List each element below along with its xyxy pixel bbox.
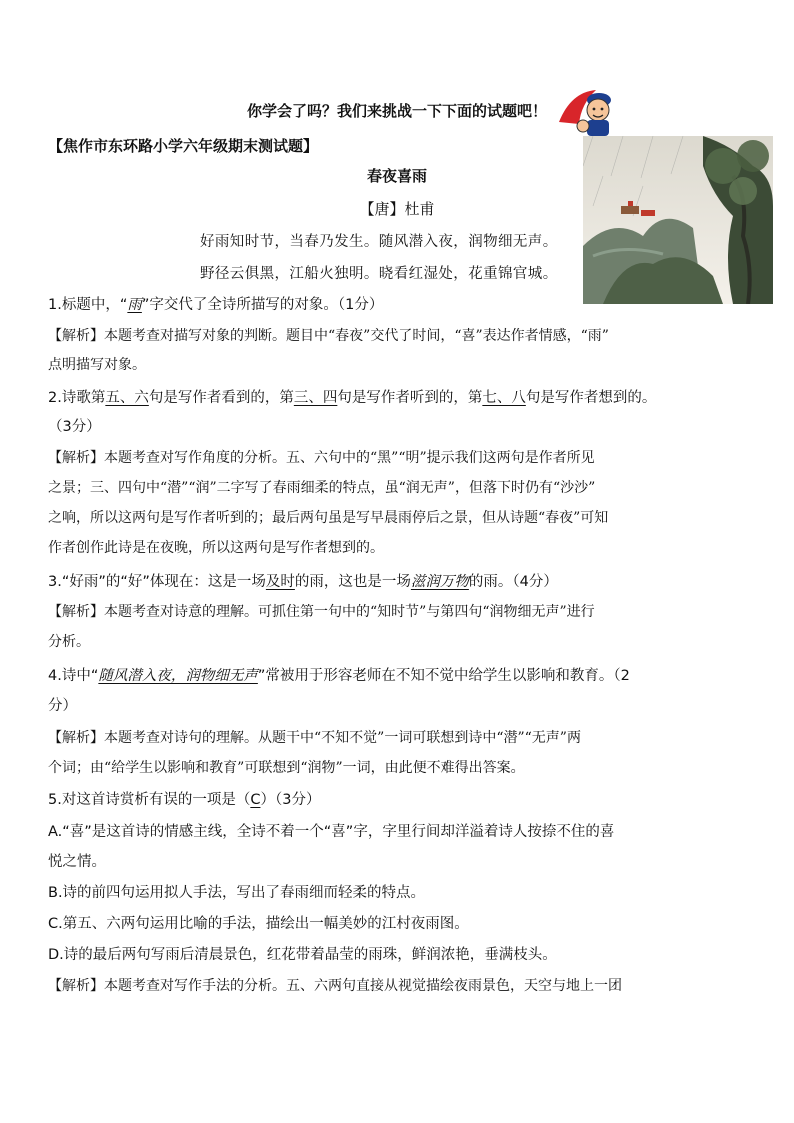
question-text: 4.诗中“ xyxy=(48,668,99,684)
question-text: 句是写作者想到的。 xyxy=(525,390,657,406)
option-c: C.第五、六两句运用比喻的手法，描绘出一幅美妙的江村夜雨图。 xyxy=(48,916,469,932)
poem-author: 【唐】杜甫 xyxy=(359,200,435,218)
answer-blank: 随风潜入夜，润物细无声 xyxy=(98,668,258,684)
explanation-line: 【解析】本题考查对写作手法的分析。五、六两句直接从视觉描绘夜雨景色，天空与地上一团 xyxy=(48,978,622,994)
question-text: 3.“好雨”的“好”体现在：这是一场 xyxy=(48,574,266,590)
explanation-line: 之景；三、四句中“潜”“润”二字写了春雨细柔的特点，虽“润无声”，但落下时仍有“沙沙” xyxy=(48,480,596,496)
question-text: 1.标题中，“ xyxy=(48,297,128,313)
source-title: 【焦作市东环路小学六年级期末测试题】 xyxy=(48,137,319,155)
question-text: 句是写作者听到的，第 xyxy=(337,390,483,406)
poem-line: 野径云俱黑，江船火独明。晓看红湿处，花重锦官城。 xyxy=(200,266,558,282)
question-3 xyxy=(48,570,748,591)
challenge-banner: 你学会了吗？我们来挑战一下下面的试题吧！ xyxy=(246,102,547,120)
question-2 xyxy=(48,386,748,407)
poem-line: 好雨知时节，当春乃发生。随风潜入夜，润物细无声。 xyxy=(200,234,558,250)
explanation-line: 点明描写对象。 xyxy=(48,357,146,373)
question-text: 2.诗歌第 xyxy=(48,390,106,406)
question-score: （3分） xyxy=(48,419,101,435)
question-text: ”常被用于形容老师在不知不觉中给学生以影响和教育。（2 xyxy=(257,668,630,684)
answer-blank: 及时 xyxy=(265,574,295,590)
answer-blank: 雨 xyxy=(127,297,142,313)
explanation-line: 作者创作此诗是在夜晚，所以这两句是写作者想到的。 xyxy=(48,540,384,556)
explanation-line: 【解析】本题考查对诗意的理解。可抓住第一句中的“知时节”与第四句“润物细无声”进行 xyxy=(48,604,595,620)
question-text: ”字交代了全诗所描写的对象。（1分） xyxy=(141,297,384,313)
explanation-line: 分析。 xyxy=(48,634,90,650)
explanation-line: 【解析】本题考查对描写对象的判断。题目中“春夜”交代了时间，“喜”表达作者情感，“雨” xyxy=(48,328,609,344)
option-a: A.“喜”是这首诗的情感主线，全诗不着一个“喜”字，字里行间却洋溢着诗人按捺不住的喜 xyxy=(48,824,615,840)
answer-blank: 七、八 xyxy=(482,390,526,406)
question-score: 分） xyxy=(48,698,77,714)
question-text: 5.对这首诗赏析有误的一项是（ xyxy=(48,792,251,808)
explanation-line: 【解析】本题考查对写作角度的分析。五、六句中的“黑”“明”提示我们这两句是作者所见 xyxy=(48,450,595,466)
option-a-cont: 悦之情。 xyxy=(48,854,106,870)
explanation-line: 个词；由“给学生以影响和教育”可联想到“润物”一词，由此便不难得出答案。 xyxy=(48,760,525,776)
explanation-line: 【解析】本题考查对诗句的理解。从题干中“不知不觉”一词可联想到诗中“潜”“无声”两 xyxy=(48,730,581,746)
explanation-line: 之响，所以这两句是写作者听到的；最后两句虽是写早晨雨停后之景，但从诗题“春夜”可知 xyxy=(48,510,609,526)
question-text: ）（3分） xyxy=(260,792,321,808)
question-text: 的雨，这也是一场 xyxy=(294,574,411,590)
question-text: 句是写作者看到的，第 xyxy=(148,390,294,406)
answer-blank: 五、六 xyxy=(105,390,149,406)
answer-blank: 滋润万物 xyxy=(410,574,469,590)
cartoon-mascot-icon xyxy=(551,82,621,140)
answer-blank: C xyxy=(250,792,261,808)
question-4 xyxy=(48,664,748,685)
answer-blank: 三、四 xyxy=(293,390,338,406)
question-text: 的雨。（4分） xyxy=(468,574,558,590)
option-d: D.诗的最后两句写雨后清晨景色，红花带着晶莹的雨珠，鲜润浓艳，垂满枝头。 xyxy=(48,947,557,963)
question-1 xyxy=(48,293,748,314)
poem-title: 春夜喜雨 xyxy=(366,167,427,185)
option-b: B.诗的前四句运用拟人手法，写出了春雨细而轻柔的特点。 xyxy=(48,885,426,901)
question-5 xyxy=(48,788,748,809)
rainy-landscape-painting xyxy=(583,136,773,304)
